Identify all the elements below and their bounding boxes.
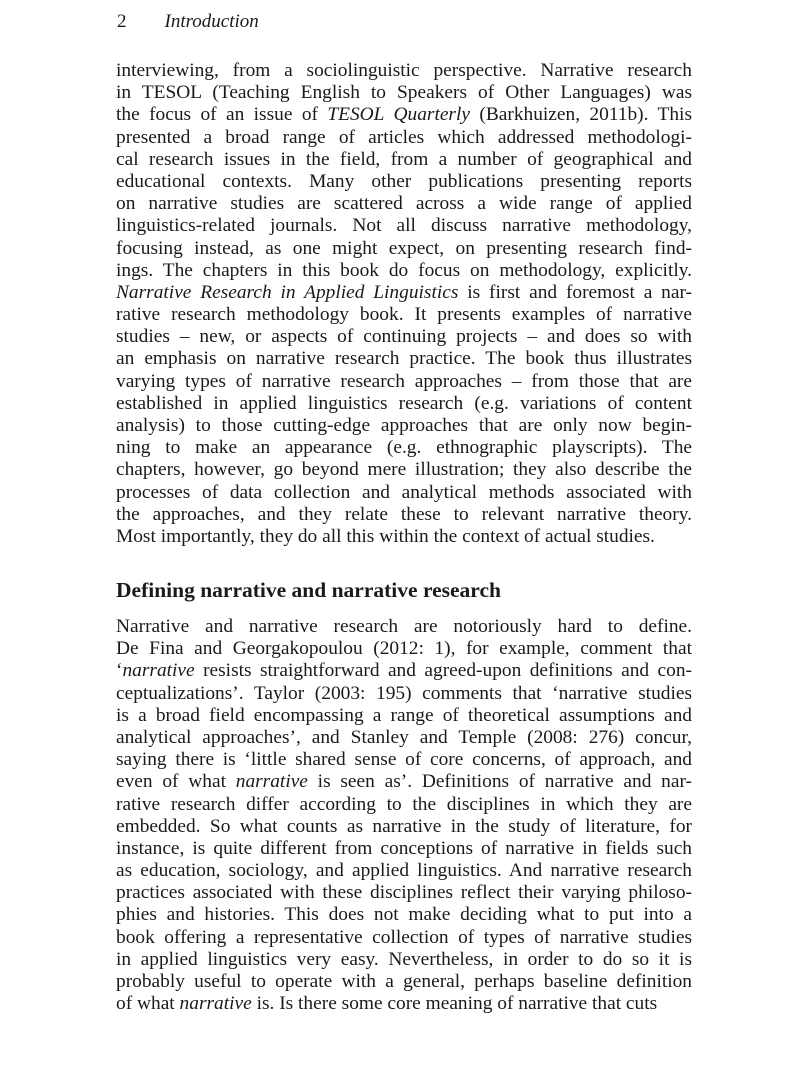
text-line [116, 771, 692, 793]
text-line [116, 971, 692, 993]
text-line [116, 526, 692, 548]
text-line [116, 794, 692, 816]
text-line [116, 638, 692, 660]
text-line [116, 82, 692, 104]
text-run: phies and histories. This does not make deciding what to put into a [116, 904, 692, 926]
text-line [116, 838, 692, 860]
text-run: of what [116, 993, 180, 1015]
text-line [116, 215, 692, 237]
text-run: rative research methodology book. It presents examples of narrative [116, 304, 692, 326]
text-run: processes of data collection and analytical methods associated with [116, 481, 692, 503]
running-head [117, 11, 259, 33]
text-line [116, 304, 692, 326]
text-run: ning to make an appearance (e.g. ethnographic playscripts). The [116, 437, 692, 459]
text-run: analysis) to those cutting-edge approaches that are only now begin- [116, 415, 692, 436]
running-head-title: Introduction [164, 11, 259, 32]
text-line [116, 660, 692, 682]
text-run: ings. The chapters in this book do focus on methodology, explicitly. [116, 259, 692, 281]
text-line [116, 437, 692, 459]
text-run: in TESOL (Teaching English to Speakers of Other Languages) was [116, 82, 692, 104]
text-line [116, 860, 692, 882]
text-line [116, 393, 692, 415]
text-line [116, 459, 692, 481]
text-line [116, 816, 692, 838]
body-paragraph [116, 60, 692, 548]
body-paragraph [116, 616, 692, 1015]
text-run: is. Is there some core meaning of narrative that cuts [251, 993, 658, 1015]
italic-text: narrative [122, 660, 195, 682]
section-heading: Defining narrative and narrative research [116, 578, 501, 602]
text-run: Most importantly, they do all this within the context of actual studies. [116, 525, 655, 547]
text-line [116, 705, 692, 727]
italic-text: TESOL Quarterly [327, 104, 470, 126]
text-run: resists straightforward and agreed-upon definitions and con- [194, 660, 692, 682]
text-run: interviewing, from a sociolinguistic perspective. Narrative research [116, 60, 692, 81]
text-line [116, 482, 692, 504]
text-line [116, 348, 692, 370]
text-run: chapters, however, go beyond mere illustration; they also describe the [116, 459, 692, 481]
text-line [116, 104, 692, 126]
text-run: rative research differ according to the disciplines in which they are [116, 793, 692, 815]
text-run: book offering a representative collection of types of narrative studies [116, 926, 692, 948]
text-run: the focus of an issue of [116, 104, 328, 126]
text-run: as education, sociology, and applied linguistics. And narrative research [116, 860, 692, 882]
text-line [116, 193, 692, 215]
text-run: studies – new, or aspects of continuing projects – and does so with [116, 326, 692, 348]
text-run: saying there is ‘little shared sense of core concerns, of approach, and [116, 749, 692, 771]
text-run: an emphasis on narrative research practice. The book thus illustrates [116, 348, 692, 370]
text-line [116, 149, 692, 171]
text-line [116, 616, 692, 638]
text-line [116, 60, 692, 82]
text-run: analytical approaches’, and Stanley and Temple (2008: 276) concur, [116, 726, 692, 748]
italic-text: narrative [235, 771, 308, 793]
italic-text: Narrative Research in Applied Linguistics [116, 281, 459, 303]
text-run: practices associated with these disciplines reflect their varying philoso- [116, 882, 692, 904]
text-line [116, 993, 692, 1015]
text-run: linguistics-related journals. Not all discuss narrative methodology, [116, 215, 692, 237]
text-line [116, 415, 692, 437]
text-line [116, 949, 692, 971]
text-line [116, 927, 692, 949]
text-line [116, 282, 692, 304]
text-run: the approaches, and they relate these to relevant narrative theory. [116, 503, 692, 525]
text-line [116, 882, 692, 904]
text-run: focusing instead, as one might expect, on presenting research find- [116, 237, 692, 259]
text-run: is first and foremost a nar- [458, 281, 692, 303]
text-line [116, 504, 692, 526]
text-line [116, 749, 692, 771]
text-run: established in applied linguistics research (e.g. variations of content [116, 392, 692, 414]
text-run: even of what [116, 771, 236, 793]
text-run: cal research issues in the field, from a number of geographical and [116, 148, 692, 170]
text-line [116, 727, 692, 749]
text-run: is seen as’. Definitions of narrative and nar- [307, 771, 692, 793]
text-line [116, 238, 692, 260]
text-run: (Barkhuizen, 2011b). This [469, 104, 692, 126]
text-line [116, 371, 692, 393]
text-run: De Fina and Georgakopoulou (2012: 1), for example, comment that [116, 638, 692, 660]
text-run: presented a broad range of articles which addressed methodologi- [116, 126, 692, 148]
text-run: educational contexts. Many other publications presenting reports [116, 170, 692, 192]
text-line [116, 326, 692, 348]
text-run: varying types of narrative research approaches – from those that are [116, 370, 692, 392]
text-run: on narrative studies are scattered across a wide range of applied [116, 193, 692, 215]
page-number: 2 [117, 11, 127, 32]
text-line [116, 904, 692, 926]
text-run: Narrative and narrative research are notoriously hard to define. [116, 616, 692, 637]
text-line [116, 127, 692, 149]
text-run: instance, is quite different from conceptions of narrative in fields such [116, 837, 692, 859]
text-run: is a broad field encompassing a range of theoretical assumptions and [116, 704, 692, 726]
text-run: ‘ [116, 660, 123, 682]
text-line [116, 171, 692, 193]
text-line [116, 683, 692, 705]
text-run: probably useful to operate with a general, perhaps baseline definition [116, 971, 692, 992]
text-run: in applied linguistics very easy. Nevertheless, in order to do so it is [116, 948, 692, 970]
text-run: ceptualizations’. Taylor (2003: 195) comments that ‘narrative studies [116, 682, 692, 704]
text-line [116, 260, 692, 282]
text-run: embedded. So what counts as narrative in the study of literature, for [116, 815, 692, 837]
italic-text: narrative [179, 993, 252, 1015]
